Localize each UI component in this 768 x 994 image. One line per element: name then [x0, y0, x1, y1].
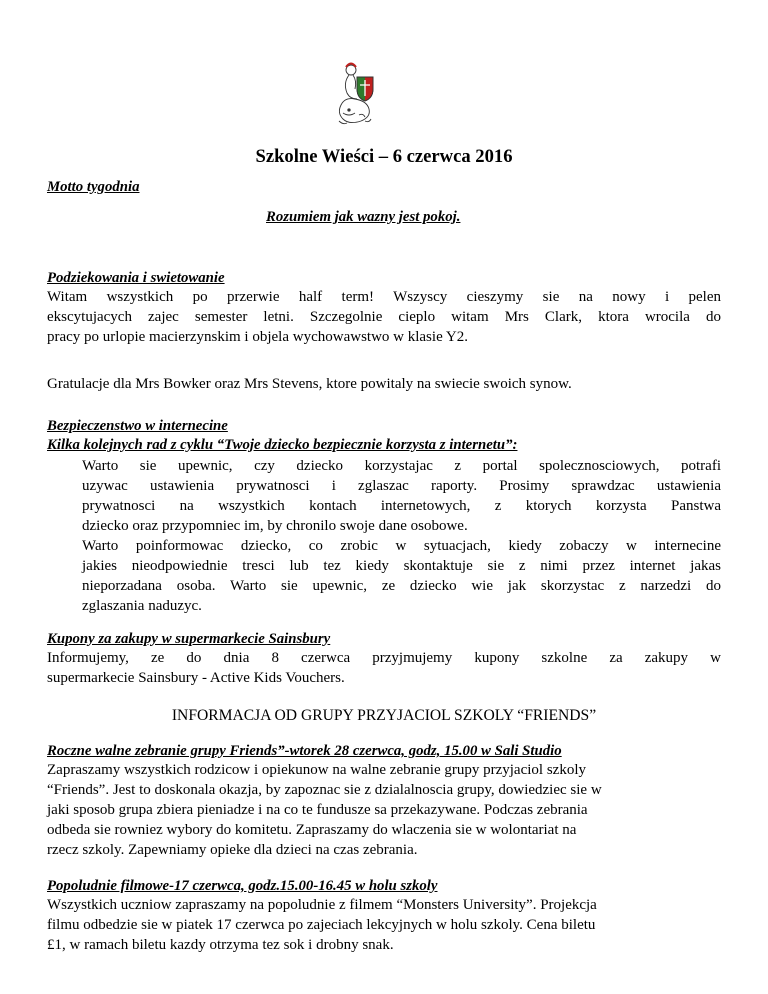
agm-line: jaki sposob grupa zbiera pieniadze i na co te fundusze sa przekazywane. Podczas zebrania: [47, 802, 588, 818]
thanks-paragraph: [47, 287, 721, 347]
thanks-label: Podziekowania i swietowanie: [47, 270, 225, 286]
internet-line: nieporzadana osoba. Warto sie upewnic, ze dziecko wie jak skorzystac z narzedzi do: [82, 578, 721, 594]
agm-label: Roczne walne zebranie grupy Friends”-wtorek 28 czerwca, godz, 15.00 w Sali Studio: [47, 743, 562, 759]
internet-line: zglaszania naduzyc.: [82, 598, 202, 614]
coupons-line: supermarkecie Sainsbury - Active Kids Vouchers.: [47, 670, 345, 686]
internet-line: Warto sie upewnic, czy dziecko korzystajac z portal spolecznosciowych, potrafi: [82, 458, 721, 474]
agm-paragraph: [47, 760, 602, 860]
internet-line: prywatnosci na wszystkich kontach internetowych, z ktorych korzysta Panstwa: [82, 498, 721, 514]
thanks-line: ekscytujacych zajec semester letni. Szczegolnie cieplo witam Mrs Clark, ktora wrocila do: [47, 309, 721, 325]
school-crest-logo: [329, 55, 387, 127]
internet-line: uzywac ustawienia prywatnosci i zglaszac raporty. Prosimy sprawdzac ustawienia: [82, 478, 721, 494]
coupons-label: Kupony za zakupy w supermarkecie Sainsbury: [47, 631, 331, 647]
congrats-text: Gratulacje dla Mrs Bowker oraz Mrs Stevens, ktore powitaly na swiecie swoich synow.: [47, 376, 572, 392]
internet-safety-label: Bezpieczenstwo w internecine: [47, 418, 228, 434]
thanks-line: pracy po urlopie macierzynskim i objela wychowawstwo w klasie Y2.: [47, 329, 468, 345]
agm-line: “Friends”. Jest to doskonala okazja, by zapoznac sie z dzialalnoscia grupy, dowiedziec sie w: [47, 782, 602, 798]
motto-text: Rozumiem jak wazny jest pokoj.: [266, 209, 461, 225]
internet-safety-paragraph: [82, 456, 721, 616]
movie-line: filmu odbedzie sie w piatek 17 czerwca po zajeciach lekcyjnych w holu szkoly. Cena biletu: [47, 917, 596, 933]
coupons-line: Informujemy, ze do dnia 8 czerwca przyjmujemy kupony szkolne za zakupy w: [47, 650, 721, 666]
agm-line: odbeda sie rowniez wybory do komitetu. Zapraszamy do wlaczenia sie w wolontariat na: [47, 822, 577, 838]
movie-line: £1, w ramach biletu kazdy otrzyma tez sok i drobny snak.: [47, 937, 394, 953]
internet-line: Warto poinformowac dziecko, co zrobic w sytuacjach, kiedy zobaczy w internecine: [82, 538, 721, 554]
friends-heading: INFORMACJA OD GRUPY PRZYJACIOL SZKOLY “FRIENDS”: [171, 707, 597, 724]
agm-line: Zapraszamy wszystkich rodzicow i opiekunow na walne zebranie grupy przyjaciol szkoly: [47, 762, 586, 778]
internet-line: dziecko oraz przypomniec im, by chronilo swoje dane osobowe.: [82, 518, 468, 534]
movie-paragraph: [47, 895, 597, 955]
internet-safety-subtitle: Kilka kolejnych rad z cyklu “Twoje dziecko bezpiecznie korzysta z internetu”:: [47, 437, 518, 453]
thanks-line: Witam wszystkich po przerwie half term! Wszyscy cieszymy sie na nowy i pelen: [47, 289, 721, 305]
agm-line: rzecz szkoly. Zapewniamy opieke dla dzieci na czas zebrania.: [47, 842, 418, 858]
newsletter-title: Szkolne Wieści – 6 czerwca 2016: [255, 146, 513, 167]
coupons-paragraph: [47, 648, 721, 688]
movie-line: Wszystkich uczniow zapraszamy na popoludnie z filmem “Monsters University”. Projekcja: [47, 897, 597, 913]
motto-label: Motto tygodnia: [47, 179, 140, 195]
internet-line: jakies nieodpowiednie tresci lub tez kiedy skontaktuje sie z nimi przez internet jakas: [82, 558, 721, 574]
movie-label: Popoludnie filmowe-17 czerwca, godz.15.00-16.45 w holu szkoly: [47, 878, 438, 894]
